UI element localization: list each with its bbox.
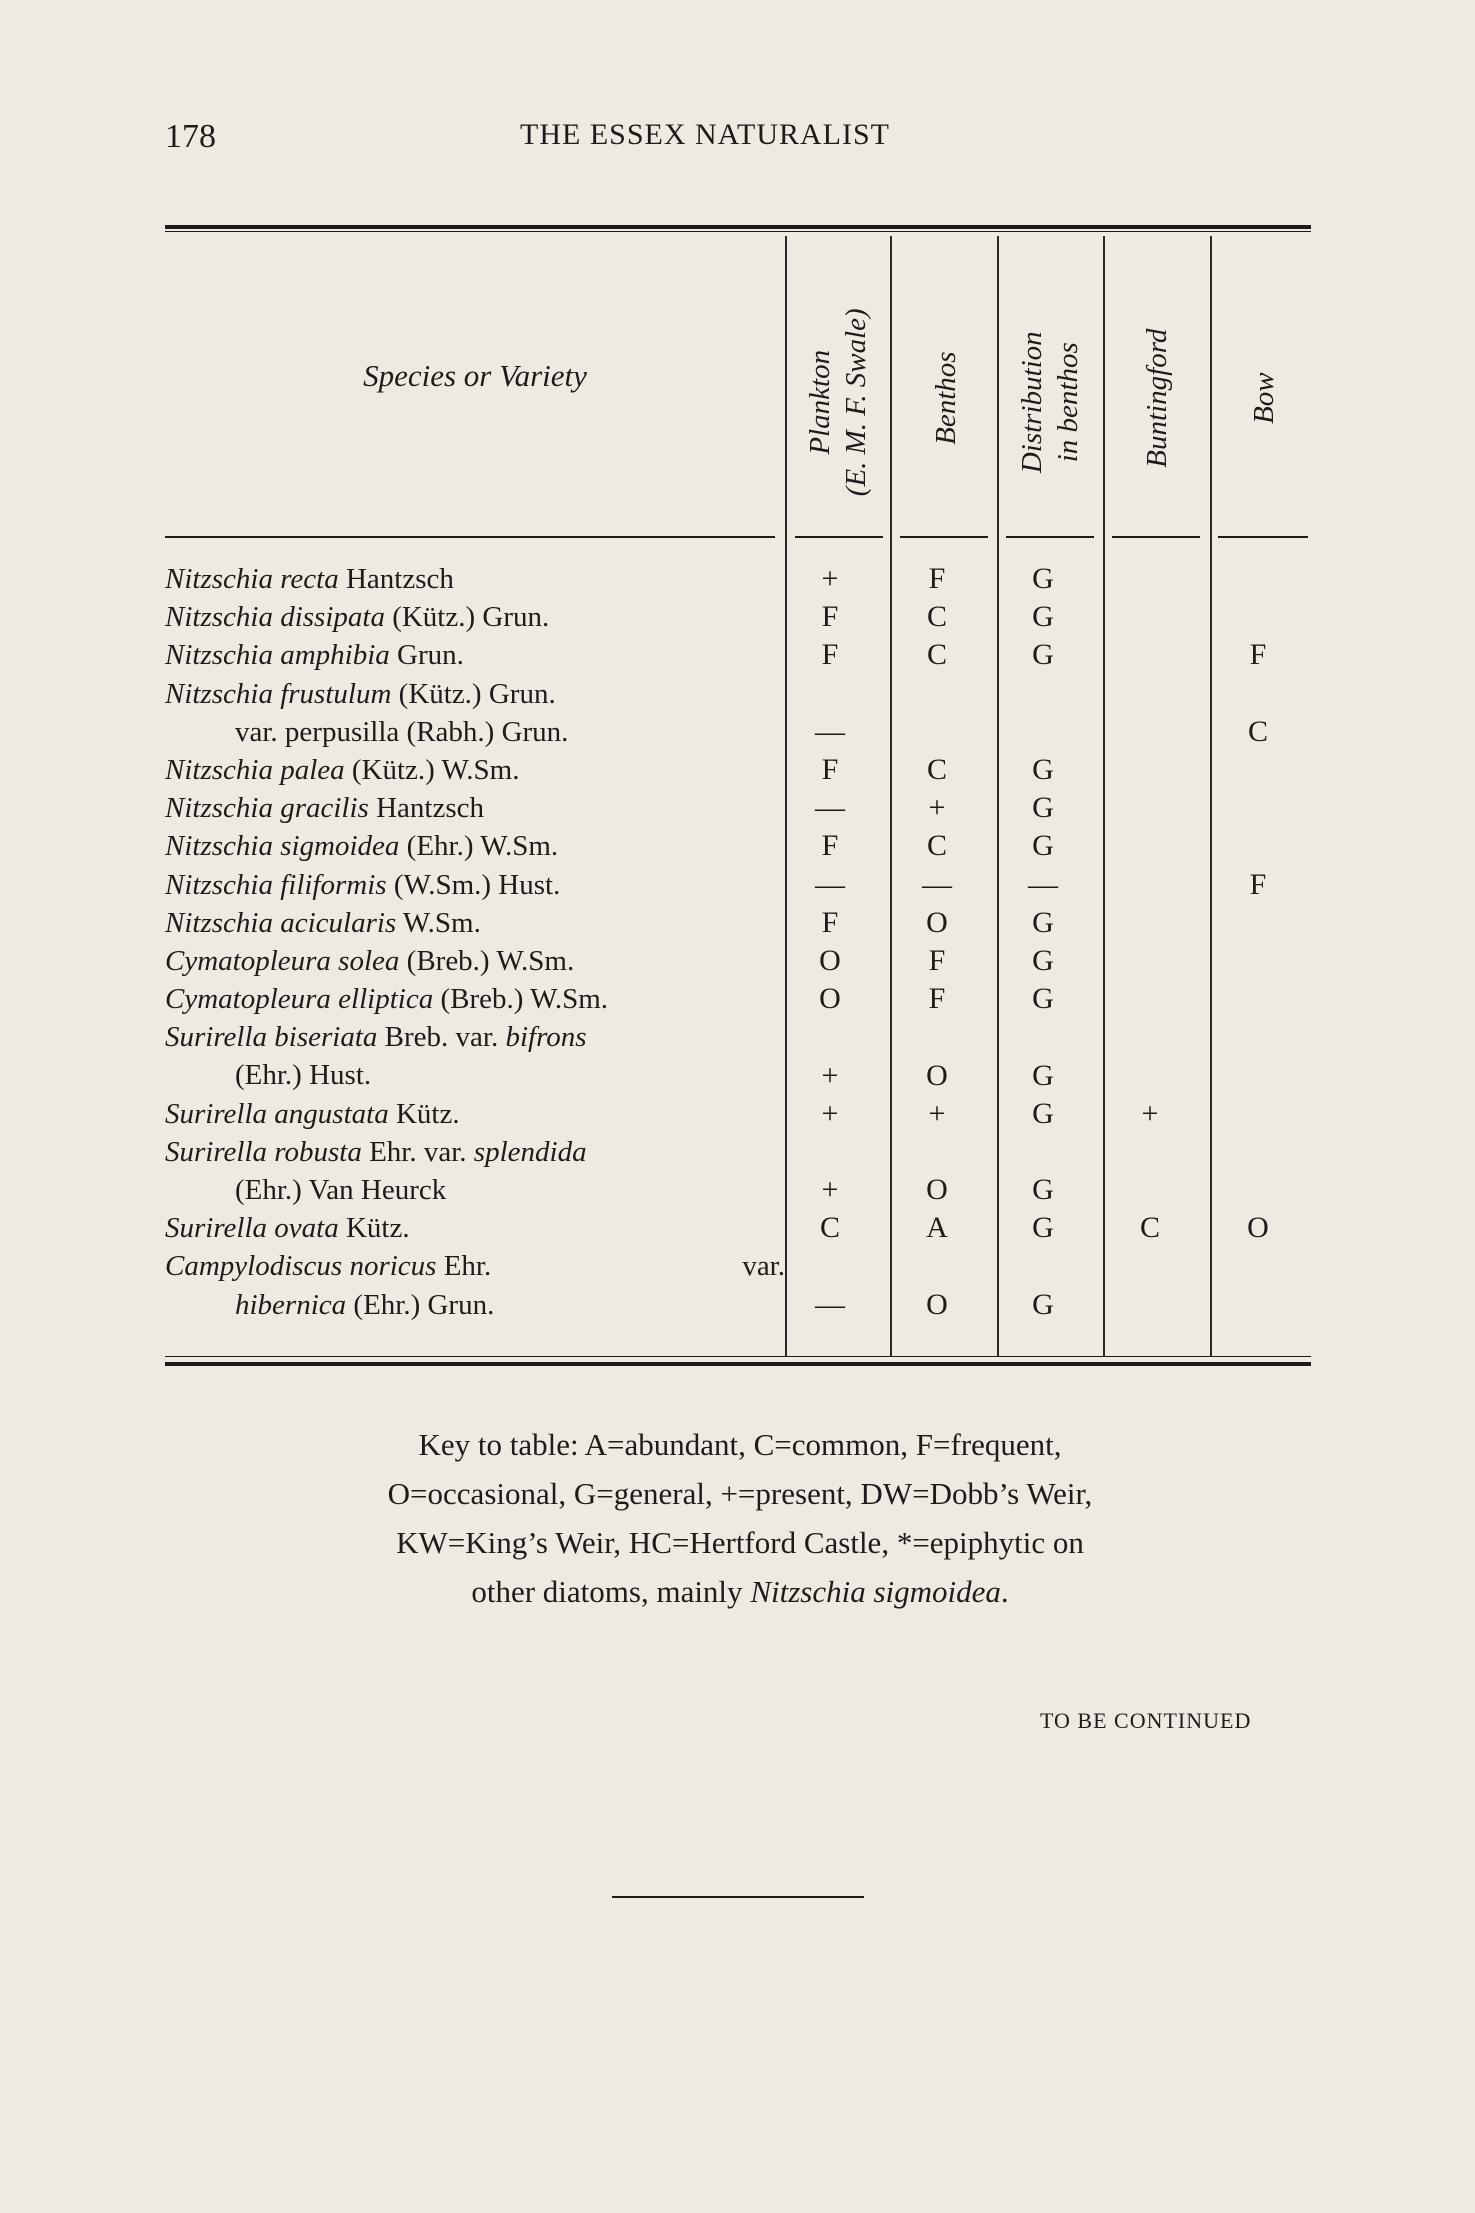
table-cell: O (819, 982, 841, 1016)
table-cell: F (928, 562, 946, 595)
col-divider (785, 236, 787, 1356)
header-underline (1006, 536, 1094, 538)
species-list (165, 560, 785, 1324)
table-cell: — (815, 867, 845, 901)
table-cell: + (821, 1173, 839, 1207)
table-cell: — (1028, 867, 1058, 901)
table-cell: F (821, 600, 839, 634)
species-row-continuation: (Ehr.) Hust. (235, 1059, 372, 1092)
table-cell: G (1032, 1058, 1054, 1092)
table-cell: C (926, 600, 947, 634)
species-row-continuation: (Ehr.) Van Heurck (235, 1174, 447, 1206)
table-cell: G (1032, 791, 1054, 825)
section-end-rule (612, 1896, 864, 1898)
table-cell: + (1141, 1096, 1159, 1130)
page-number: 178 (165, 118, 216, 155)
header-underline (900, 536, 988, 538)
col-header-bow: Bow (1247, 372, 1280, 424)
species-row: Cymatopleura solea (Breb.) W.Sm. (165, 944, 575, 977)
table-cell: G (1032, 982, 1054, 1016)
table-bottom-rule-2 (165, 1362, 1311, 1366)
table-cell: F (928, 944, 946, 977)
species-row: Nitzschia sigmoidea (Ehr.) W.Sm. (165, 830, 559, 863)
table-cell: F (821, 829, 839, 863)
continued-note: TO BE CONTINUED (1040, 1708, 1252, 1733)
table-cell: O (926, 1287, 948, 1321)
table-cell: F (821, 638, 839, 672)
table-cell: O (926, 905, 948, 939)
species-row: Nitzschia amphibia Grun. (165, 639, 464, 672)
table-cell: — (815, 791, 845, 825)
table-cell: F (928, 982, 946, 1016)
table-cell: C (1247, 714, 1268, 748)
species-row: Nitzschia gracilis Hantzsch (165, 792, 484, 825)
header-underline (165, 536, 775, 538)
col-divider (1103, 236, 1105, 1356)
col-header-distribution: Distribution in benthos (1015, 331, 1084, 474)
table-cell: O (819, 944, 841, 977)
table-key: Key to table: A=abundant, C=common, F=frequent, O=occasional, G=general, +=present, DW=Dobb’s Weir, KW=King’s Weir, HC=Hertford Castle, *=epiphytic on other diatoms, mainly Nitzschia sigmoidea. (387, 1427, 1093, 1609)
species-row: Surirella angustata Kütz. (165, 1097, 460, 1130)
table-cell: G (1032, 638, 1054, 672)
table-cell: O (926, 1058, 948, 1092)
table-cell: — (815, 714, 845, 748)
table-cell: C (819, 1211, 840, 1245)
table-cell: O (926, 1173, 948, 1207)
table-cell: G (1032, 829, 1054, 863)
table-cell: G (1032, 1211, 1054, 1245)
table-cell: G (1032, 905, 1054, 939)
species-row: Nitzschia acicularis W.Sm. (165, 906, 481, 939)
header-underline (1218, 536, 1308, 538)
table-cell: F (1249, 867, 1267, 901)
species-row: Nitzschia recta Hantzsch (165, 563, 454, 595)
table-cell: G (1032, 944, 1054, 977)
table-cell: + (821, 1096, 839, 1130)
col-divider (890, 236, 892, 1356)
species-row: Campylodiscus noricus Ehr. var. (165, 1250, 785, 1283)
species-row-continuation: var. perpusilla (Rabh.) Grun. (235, 715, 569, 748)
species-header: Species or Variety (363, 358, 587, 393)
species-row: Cymatopleura elliptica (Breb.) W.Sm. (165, 983, 609, 1016)
table-cell: C (926, 829, 947, 863)
table-cell: G (1032, 1287, 1054, 1321)
table-cell: G (1032, 753, 1054, 786)
table-cell: O (1247, 1211, 1269, 1245)
species-row: Nitzschia frustulum (Kütz.) Grun. (165, 677, 556, 710)
table-cell: C (1139, 1211, 1160, 1245)
species-row: Surirella robusta Ehr. var. splendida (165, 1135, 587, 1168)
species-row: Surirella ovata Kütz. (165, 1212, 410, 1245)
col-header-plankton: Plankton (E. M. F. Swale) (803, 308, 872, 497)
species-row: Nitzschia filiformis (W.Sm.) Hust. (165, 868, 561, 901)
table-cell: F (1249, 638, 1267, 672)
table-cell: G (1032, 1173, 1054, 1207)
table-cell: C (926, 753, 947, 786)
col-divider (997, 236, 999, 1356)
table-cell: G (1032, 600, 1054, 634)
col-divider (1210, 236, 1212, 1356)
col-header-benthos: Benthos (929, 351, 962, 445)
table-cell: G (1032, 562, 1054, 595)
table-cell: A (926, 1211, 948, 1245)
col-header-buntingford: Buntingford (1140, 328, 1173, 468)
species-row: Nitzschia palea (Kütz.) W.Sm. (165, 753, 520, 786)
table-top-rule-2 (165, 231, 1311, 232)
species-row: Surirella biseriata Breb. var. bifrons (165, 1021, 587, 1054)
table-cell: G (1032, 1096, 1054, 1130)
table-cell: C (926, 638, 947, 672)
species-row: Nitzschia dissipata (Kütz.) Grun. (165, 601, 550, 634)
table-top-rule (165, 225, 1311, 229)
header-underline (1112, 536, 1200, 538)
species-row-continuation: hibernica (Ehr.) Grun. (235, 1288, 495, 1321)
table-bottom-rule (165, 1356, 1311, 1357)
table-cell: F (821, 905, 839, 939)
table-cell: + (928, 791, 946, 825)
table-cell: — (922, 867, 952, 901)
table-cell: + (928, 1096, 946, 1130)
running-head: THE ESSEX NATURALIST (520, 118, 890, 151)
table-cell: + (821, 562, 839, 595)
table-cell: F (821, 753, 839, 786)
table-cell: + (821, 1058, 839, 1092)
table-cell: — (815, 1287, 845, 1321)
header-underline (795, 536, 883, 538)
